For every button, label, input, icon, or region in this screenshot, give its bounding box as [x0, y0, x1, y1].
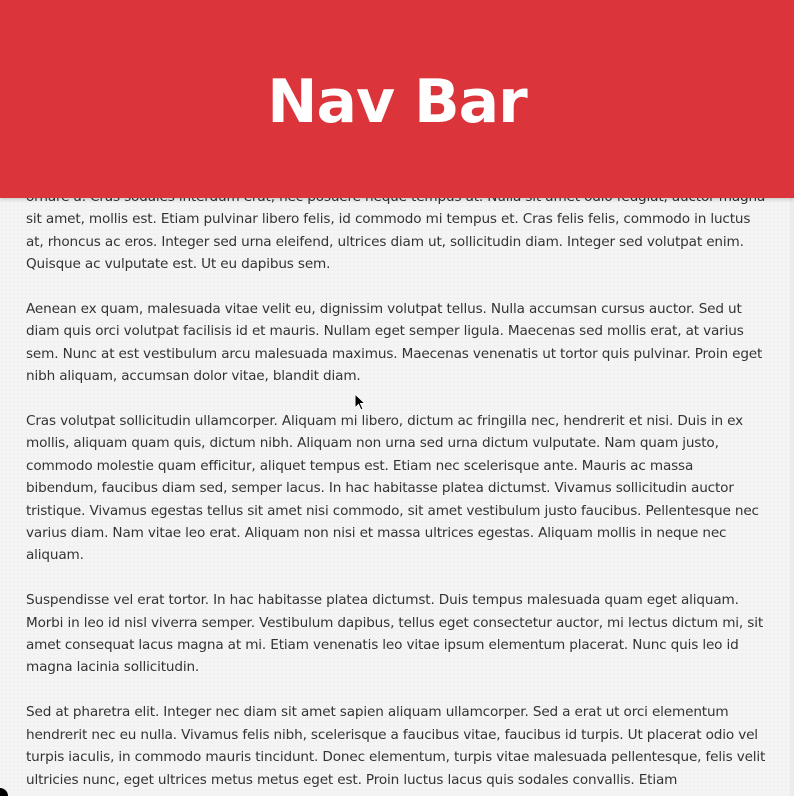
nav-bar: [0, 0, 794, 198]
paragraph-4: Suspendisse vel erat tortor. In hac habitasse platea dictumst. Duis tempus malesuada quam eget aliquam. Morbi in leo id nisl viverra semper. Vestibulum dapibus, tellus eget consectetur auctor, mi lectus dictum mi, sit amet consequat lacus magna at mi. Etiam venenatis leo vitae ipsum elementum placerat. Nunc quis leo id magna lacinia sollicitudin.: [26, 592, 763, 676]
paragraph-2: Aenean ex quam, malesuada vitae velit eu, dignissim volutpat tellus. Nulla accumsan cursus auctor. Sed ut diam quis orci volutpat facilisis id et mauris. Nullam eget semper ligula. Maecenas sed mollis erat, at varius sem. Nunc at est vestibulum arcu malesuada maximus. Maecenas venenatis ut tortor quis pulvinar. Proin eget nibh aliquam, accumsan dolor vitae, blandit diam.: [26, 301, 763, 385]
nav-bar-title: Nav Bar: [267, 67, 527, 137]
scrollbar-track[interactable]: [790, 198, 794, 796]
paragraph-3: Cras volutpat sollicitudin ullamcorper. Aliquam mi libero, dictum ac fringilla nec, hendrerit et nisi. Duis in ex mollis, aliquam quam quis, dictum nibh. Aliquam non urna sed urna dictum vulputate. Nam quam justo, commodo molestie quam efficitur, aliquet tempus est. Etiam nec scelerisque ante. Mauris ac massa bibendum, faucibus diam sed, semper lacus. In hac habitasse platea dictumst. Vivamus sollicitudin auctor tristique. Vivamus egestas tellus sit amet nisi commodo, sit amet vestibulum justo faucibus. Pellentesque nec varius diam. Nam vitae leo erat. Aliquam non nisi et massa ultrices egestas. Aliquam mollis in neque nec aliquam.: [26, 413, 759, 564]
scrollable-content[interactable]: [26, 186, 768, 796]
paragraph-1: sit amet, mollis est. Etiam pulvinar libero felis, id commodo mi tempus et. Cras felis felis, commodo in luctus at, rhoncus ac eros. Integer sed urna eleifend, ultrices diam ut, sollicitudin diam. Integer sed volutpat enim. Quisque ac vulputate est. Ut eu dapibus sem.: [26, 211, 751, 273]
paragraph-5: Sed at pharetra elit. Integer nec diam sit amet sapien aliquam ullamcorper. Sed a erat ut orci elementum hendrerit nec eu nulla. Vivamus felis nibh, scelerisque a faucibus vitae, faucibus id turpis. Ut placerat odio vel turpis iaculis, in commodo mauris tincidunt. Donec elementum, turpis vitae malesuada pellentesque, felis velit ultricies nunc, eget ultrices metus metus eget est. Proin luctus lacus quis sodales convallis. Etiam: [26, 704, 766, 788]
window-corner: [0, 788, 8, 796]
arrow-cursor-icon: [354, 393, 366, 411]
